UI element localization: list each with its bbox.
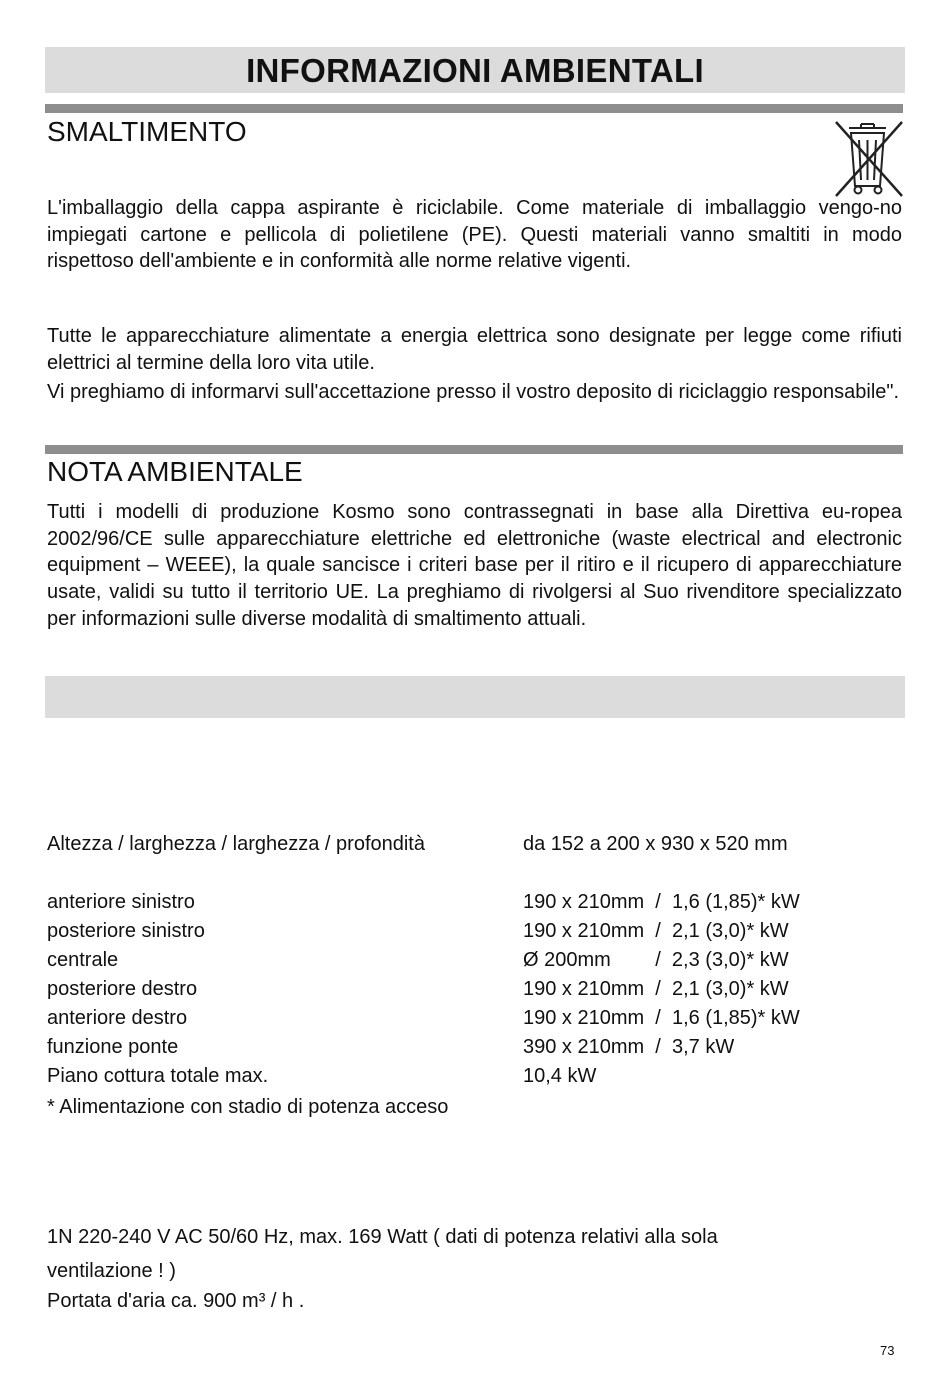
airflow-line: Portata d'aria ca. 900 m³ / h . [47, 1290, 305, 1312]
spec-row-total [47, 1062, 902, 1091]
spec-label: posteriore destro [47, 978, 198, 1000]
spec-label: anteriore sinistro [47, 891, 195, 913]
spec-row-dimensions [47, 830, 902, 859]
spec-value: Ø 200mm / 2,3 (3,0)* kW [523, 949, 789, 971]
spec-row [47, 888, 902, 917]
spec-row [47, 975, 902, 1004]
electrical-waste-paragraph: Tutte le apparecchiature alimentate a energia elettrica sono designate per legge come rifiuti elettrici al termine della loro vita utile. [47, 325, 902, 374]
spec-label: centrale [47, 949, 119, 971]
spec-value: 190 x 210mm / 2,1 (3,0)* kW [523, 920, 789, 942]
spec-value: 10,4 kW [523, 1065, 597, 1087]
spec-row [47, 1004, 902, 1033]
section-header-bar [45, 676, 905, 718]
spec-value: da 152 a 200 x 930 x 520 mm [523, 833, 788, 855]
spec-row [47, 1033, 902, 1062]
spec-label: funzione ponte [47, 1036, 179, 1058]
page-number: 73 [880, 1343, 895, 1358]
section-heading-nota-ambientale: NOTA AMBIENTALE [47, 456, 303, 487]
weee-paragraph: Tutti i modelli di produzione Kosmo sono contrassegnati in base alla Direttiva eu-ropea 2002/96/CE sulle apparecchiature elettriche ed elettroniche (waste electrical and electronic equipment – WEEE), la quale sancisce i criteri base per il ritiro e il ricupero di apparecchiature usate, validi su tutto il territorio UE. La preghiamo di rivolgersi al Suo rivenditore specializzato per informazioni sulle diverse modalità di smaltimento attuali. [47, 501, 902, 630]
packaging-paragraph: L'imballaggio della cappa aspirante è riciclabile. Come materiale di imballaggio vengo-no impiegati cartone e pellicola di polietilene (PE). Questi materiali vanno smaltiti in modo rispettoso dell'ambiente e in conformità alle norme relative vigenti. [47, 197, 902, 273]
spec-label: Piano cottura totale max. [47, 1065, 269, 1087]
recycling-depot-paragraph: Vi preghiamo di informarvi sull'accettazione presso il vostro deposito di riciclaggio responsabile". [47, 381, 900, 403]
crossed-out-wheelie-bin-icon [830, 116, 906, 200]
spec-value: 390 x 210mm / 3,7 kW [523, 1036, 735, 1058]
spec-row [47, 946, 902, 975]
power-footnote: * Alimentazione con stadio di potenza acceso [47, 1096, 449, 1118]
spec-row [47, 917, 902, 946]
section-divider [45, 104, 903, 113]
spec-value: 190 x 210mm / 1,6 (1,85)* kW [523, 1007, 800, 1029]
page-title: INFORMAZIONI AMBIENTALI [246, 52, 704, 89]
power-supply-line-cont: ventilazione ! ) [47, 1260, 176, 1282]
spec-label: Altezza / larghezza / larghezza / profondità [47, 833, 425, 855]
spec-value: 190 x 210mm / 2,1 (3,0)* kW [523, 978, 789, 1000]
section-divider [45, 445, 903, 454]
power-supply-line: 1N 220-240 V AC 50/60 Hz, max. 169 Watt ( dati di potenza relativi alla sola [47, 1226, 718, 1248]
spec-label: posteriore sinistro [47, 920, 205, 942]
spec-value: 190 x 210mm / 1,6 (1,85)* kW [523, 891, 800, 913]
title-bar [45, 47, 905, 93]
spec-label: anteriore destro [47, 1007, 188, 1029]
section-heading-smaltimento: SMALTIMENTO [47, 116, 247, 147]
